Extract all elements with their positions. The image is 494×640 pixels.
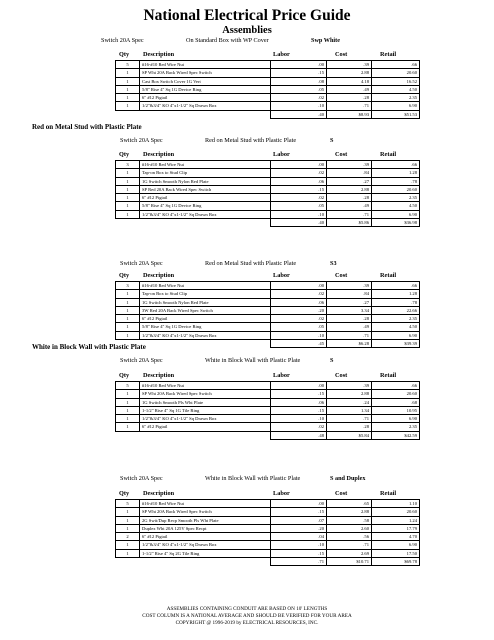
column-header-cost: Cost bbox=[335, 372, 348, 379]
cell-qty: 1 bbox=[116, 398, 140, 406]
cell-cost: .49 bbox=[327, 323, 372, 331]
column-header-retail: Retail bbox=[380, 490, 397, 497]
total-spacer bbox=[116, 431, 140, 439]
cell-qty: 1 bbox=[116, 508, 140, 516]
spec-description: Red on Metal Stud with Plastic Plate bbox=[205, 137, 297, 144]
cell-description: 5/8" Rise 4" Sq 1G Device Ring bbox=[140, 202, 271, 210]
cell-description: 5/8" Rise 4" Sq 1G Device Ring bbox=[140, 323, 271, 331]
cell-description: 2G Swit/Dup Recp Smooth Pls Wht Plate bbox=[140, 516, 271, 524]
total-retail: $51.53 bbox=[372, 110, 420, 118]
assembly-group-heading: Red on Metal Stud with Plastic Plate bbox=[32, 123, 142, 131]
cell-description: #16-#10 Red Wire Nut bbox=[140, 500, 271, 508]
column-header-cost: Cost bbox=[335, 272, 348, 279]
cell-cost: .24 bbox=[327, 398, 372, 406]
cell-labor: .00 bbox=[271, 282, 327, 290]
cell-labor: .00 bbox=[271, 161, 327, 169]
table-row bbox=[116, 298, 420, 306]
column-header-description: Description bbox=[143, 272, 175, 279]
column-header-retail: Retail bbox=[380, 51, 397, 58]
column-header-labor: Labor bbox=[273, 51, 290, 58]
table-row bbox=[116, 406, 420, 414]
cell-cost: 1.34 bbox=[327, 406, 372, 414]
cell-labor: .06 bbox=[271, 298, 327, 306]
table-row bbox=[116, 516, 420, 524]
cell-retail: .78 bbox=[372, 177, 420, 185]
cell-labor: .15 bbox=[271, 508, 327, 516]
table-row bbox=[116, 77, 420, 85]
cell-qty: 1 bbox=[116, 102, 140, 110]
table-row bbox=[116, 323, 420, 331]
total-spacer bbox=[140, 558, 271, 566]
cell-description: 6" #12 Pigtail bbox=[140, 194, 271, 202]
cell-cost: .49 bbox=[327, 202, 372, 210]
assembly-table bbox=[115, 160, 420, 227]
cell-labor: .15 bbox=[271, 185, 327, 193]
column-header-description: Description bbox=[143, 490, 175, 497]
total-cost: $6.28 bbox=[327, 340, 372, 348]
table-row bbox=[116, 102, 420, 110]
cell-labor: .02 bbox=[271, 423, 327, 431]
footer-cost-note: COST COLUMN IS A NATIONAL AVERAGE AND SHOULD BE VERIFIED FOR YOUR AREA bbox=[142, 613, 352, 619]
total-retail: $39.39 bbox=[372, 340, 420, 348]
cell-cost: .71 bbox=[327, 331, 372, 339]
cell-cost: .71 bbox=[327, 210, 372, 218]
cell-description: 6" #12 Pigtail bbox=[140, 94, 271, 102]
column-header-cost: Cost bbox=[335, 490, 348, 497]
cell-retail: 1.24 bbox=[372, 516, 420, 524]
column-header-labor: Labor bbox=[273, 151, 290, 158]
cell-qty: 1 bbox=[116, 415, 140, 423]
cell-retail: 4.50 bbox=[372, 85, 420, 93]
cell-qty: 1 bbox=[116, 549, 140, 557]
column-header-qty: Qty bbox=[119, 372, 130, 379]
cell-labor: .06 bbox=[271, 177, 327, 185]
cell-description: 1G Switch Smooth Nylon Red Plate bbox=[140, 298, 271, 306]
total-row bbox=[116, 431, 420, 439]
column-header-qty: Qty bbox=[119, 272, 130, 279]
cell-labor: .20 bbox=[271, 306, 327, 314]
table-row bbox=[116, 85, 420, 93]
cell-labor: .08 bbox=[271, 77, 327, 85]
cell-labor: .02 bbox=[271, 169, 327, 177]
cell-cost: 4.18 bbox=[327, 77, 372, 85]
column-header-cost: Cost bbox=[335, 51, 348, 58]
footer-conduit-note: ASSEMBLIES CONTAINING CONDUIT ARE BASED ON 10' LENGTHS bbox=[166, 606, 328, 612]
cell-qty: 3 bbox=[116, 161, 140, 169]
table-row bbox=[116, 508, 420, 516]
cell-labor: .10 bbox=[271, 210, 327, 218]
table-row bbox=[116, 290, 420, 298]
cell-qty: 1 bbox=[116, 202, 140, 210]
cell-labor: .05 bbox=[271, 323, 327, 331]
cell-cost: .28 bbox=[327, 94, 372, 102]
cell-description: Tap-on Box to Stud Clip bbox=[140, 290, 271, 298]
cell-labor: .15 bbox=[271, 69, 327, 77]
cell-cost: .71 bbox=[327, 541, 372, 549]
column-header-labor: Labor bbox=[273, 372, 290, 379]
column-header-retail: Retail bbox=[380, 272, 397, 279]
cell-cost: .39 bbox=[327, 382, 372, 390]
cell-cost: .65 bbox=[327, 500, 372, 508]
cell-cost: 3.34 bbox=[327, 306, 372, 314]
column-header-description: Description bbox=[143, 51, 175, 58]
spec-code: S3 bbox=[330, 260, 337, 267]
cell-qty: 1 bbox=[116, 406, 140, 414]
table-row bbox=[116, 331, 420, 339]
total-spacer bbox=[116, 219, 140, 227]
cell-retail: .78 bbox=[372, 298, 420, 306]
cell-description: #16-#10 Red Wire Nut bbox=[140, 382, 271, 390]
assembly-table bbox=[115, 499, 420, 566]
total-labor: .40 bbox=[271, 110, 327, 118]
total-cost: $5.86 bbox=[327, 219, 372, 227]
cell-qty: 1 bbox=[116, 315, 140, 323]
cell-description: 1/2"&3/4" KO 4"x1-1/2" Sq Drawn Box bbox=[140, 210, 271, 218]
cell-retail: 4.50 bbox=[372, 323, 420, 331]
total-labor: .71 bbox=[271, 558, 327, 566]
cell-description: 1G Switch Smooth Pls Wht Plate bbox=[140, 398, 271, 406]
cell-description: SP Wht 20A Back Wired Spec Switch bbox=[140, 390, 271, 398]
cell-cost: 2.88 bbox=[327, 69, 372, 77]
column-header-qty: Qty bbox=[119, 151, 130, 158]
cell-qty: 1 bbox=[116, 194, 140, 202]
spec-description: On Standard Box with WP Cover bbox=[186, 37, 269, 44]
spec-code: S bbox=[330, 137, 334, 144]
cell-retail: 6.90 bbox=[372, 415, 420, 423]
cell-qty: 1 bbox=[116, 306, 140, 314]
total-labor: .48 bbox=[271, 431, 327, 439]
cell-retail: 1.28 bbox=[372, 290, 420, 298]
total-labor: .45 bbox=[271, 340, 327, 348]
cell-description: 3W Red 20A Back Wired Spec Switch bbox=[140, 306, 271, 314]
table-row bbox=[116, 210, 420, 218]
cell-cost: .39 bbox=[327, 282, 372, 290]
cell-labor: .00 bbox=[271, 382, 327, 390]
cell-retail: 4.50 bbox=[372, 202, 420, 210]
cell-qty: 1 bbox=[116, 77, 140, 85]
cell-qty: 1 bbox=[116, 290, 140, 298]
cell-retail: 6.90 bbox=[372, 102, 420, 110]
table-row bbox=[116, 185, 420, 193]
cell-qty: 1 bbox=[116, 323, 140, 331]
cell-description: 1G Switch Smooth Nylon Red Plate bbox=[140, 177, 271, 185]
table-row bbox=[116, 315, 420, 323]
cell-retail: 20.60 bbox=[372, 390, 420, 398]
cell-retail: 2.35 bbox=[372, 194, 420, 202]
total-row bbox=[116, 219, 420, 227]
cell-description: #16-#10 Red Wire Nut bbox=[140, 61, 271, 69]
cell-qty: 1 bbox=[116, 516, 140, 524]
cell-labor: .15 bbox=[271, 406, 327, 414]
cell-description: Cast Box Switch Cover 1G Vert bbox=[140, 77, 271, 85]
cell-description: 6" #12 Pigtail bbox=[140, 315, 271, 323]
table-row bbox=[116, 94, 420, 102]
cell-retail: 2.35 bbox=[372, 315, 420, 323]
cell-cost: .58 bbox=[327, 516, 372, 524]
cell-retail: .66 bbox=[372, 161, 420, 169]
total-spacer bbox=[116, 558, 140, 566]
cell-cost: 2.88 bbox=[327, 508, 372, 516]
cell-labor: .02 bbox=[271, 315, 327, 323]
total-spacer bbox=[140, 431, 271, 439]
footer-copyright: COPYRIGHT @ 1996-2019 by ELECTRICAL RESOURCES, INC. bbox=[175, 620, 319, 626]
cell-cost: .84 bbox=[327, 169, 372, 177]
cell-cost: .49 bbox=[327, 85, 372, 93]
cell-description: Duplex Wht 20A 125V Spec Recpt bbox=[140, 524, 271, 532]
cell-retail: 6.90 bbox=[372, 331, 420, 339]
cell-retail: 17.50 bbox=[372, 549, 420, 557]
cell-retail: .66 bbox=[372, 282, 420, 290]
table-row bbox=[116, 533, 420, 541]
cell-cost: .71 bbox=[327, 102, 372, 110]
cell-description: SP Wht 20A Back Wired Spec Switch bbox=[140, 508, 271, 516]
cell-qty: 1 bbox=[116, 94, 140, 102]
cell-description: 1-1/2" Rise 4" Sq 1G Tile Ring bbox=[140, 406, 271, 414]
cell-cost: .28 bbox=[327, 194, 372, 202]
cell-cost: 2.88 bbox=[327, 390, 372, 398]
cell-retail: .68 bbox=[372, 398, 420, 406]
total-retail: $42.59 bbox=[372, 431, 420, 439]
cell-cost: .71 bbox=[327, 415, 372, 423]
cell-labor: .00 bbox=[271, 500, 327, 508]
cell-qty: 1 bbox=[116, 390, 140, 398]
spec-description: White in Block Wall with Plastic Plate bbox=[205, 475, 301, 482]
cell-labor: .10 bbox=[271, 331, 327, 339]
total-cost: $8.93 bbox=[327, 110, 372, 118]
cell-description: 6" #12 Pigtail bbox=[140, 423, 271, 431]
cell-qty: 1 bbox=[116, 210, 140, 218]
total-row bbox=[116, 110, 420, 118]
cell-qty: 1 bbox=[116, 331, 140, 339]
cell-labor: .02 bbox=[271, 94, 327, 102]
cell-qty: 1 bbox=[116, 298, 140, 306]
spec-code: Swp White bbox=[311, 37, 340, 44]
cell-cost: .39 bbox=[327, 61, 372, 69]
cell-labor: .04 bbox=[271, 533, 327, 541]
cell-labor: .07 bbox=[271, 516, 327, 524]
total-retail: $36.98 bbox=[372, 219, 420, 227]
cell-description: #16-#10 Red Wire Nut bbox=[140, 161, 271, 169]
table-row bbox=[116, 177, 420, 185]
total-spacer bbox=[140, 219, 271, 227]
cell-cost: .56 bbox=[327, 533, 372, 541]
table-row bbox=[116, 390, 420, 398]
cell-qty: 1 bbox=[116, 69, 140, 77]
spec-description: Red on Metal Stud with Plastic Plate bbox=[205, 260, 297, 267]
cell-retail: 20.60 bbox=[372, 508, 420, 516]
cell-retail: 10.95 bbox=[372, 406, 420, 414]
total-spacer bbox=[140, 110, 271, 118]
cell-cost: .84 bbox=[327, 290, 372, 298]
cell-retail: 20.60 bbox=[372, 185, 420, 193]
total-retail: $69.78 bbox=[372, 558, 420, 566]
cell-qty: 3 bbox=[116, 282, 140, 290]
cell-description: 1/2"&3/4" KO 4"x1-1/2" Sq Drawn Box bbox=[140, 415, 271, 423]
cell-qty: 2 bbox=[116, 533, 140, 541]
spec-name: Switch 20A Spec bbox=[120, 357, 163, 364]
cell-cost: 2.60 bbox=[327, 524, 372, 532]
cell-retail: 20.60 bbox=[372, 69, 420, 77]
spec-code: S bbox=[330, 357, 334, 364]
cell-cost: .28 bbox=[327, 423, 372, 431]
cell-cost: 2.69 bbox=[327, 549, 372, 557]
cell-description: 1-1/2" Rise 4" Sq 2G Tile Ring bbox=[140, 549, 271, 557]
column-header-description: Description bbox=[143, 372, 175, 379]
cell-labor: .06 bbox=[271, 398, 327, 406]
cell-labor: .02 bbox=[271, 290, 327, 298]
total-row bbox=[116, 340, 420, 348]
table-row bbox=[116, 169, 420, 177]
total-cost: $5.84 bbox=[327, 431, 372, 439]
cell-description: 1/2"&3/4" KO 4"x1-1/2" Sq Drawn Box bbox=[140, 541, 271, 549]
column-header-cost: Cost bbox=[335, 151, 348, 158]
cell-labor: .20 bbox=[271, 524, 327, 532]
spec-name: Switch 20A Spec bbox=[120, 137, 163, 144]
cell-qty: 1 bbox=[116, 541, 140, 549]
table-row bbox=[116, 194, 420, 202]
cell-labor: .15 bbox=[271, 390, 327, 398]
column-header-retail: Retail bbox=[380, 372, 397, 379]
table-row bbox=[116, 541, 420, 549]
table-row bbox=[116, 415, 420, 423]
cell-retail: 2.35 bbox=[372, 423, 420, 431]
cell-description: 1/2"&3/4" KO 4"x1-1/2" Sq Drawn Box bbox=[140, 331, 271, 339]
cell-qty: 1 bbox=[116, 423, 140, 431]
column-header-labor: Labor bbox=[273, 272, 290, 279]
cell-description: 1/2"&3/4" KO 4"x1-1/2" Sq Drawn Box bbox=[140, 102, 271, 110]
cell-retail: 17.79 bbox=[372, 524, 420, 532]
cell-description: Tap-on Box to Stud Clip bbox=[140, 169, 271, 177]
column-header-description: Description bbox=[143, 151, 175, 158]
table-row bbox=[116, 69, 420, 77]
column-header-qty: Qty bbox=[119, 51, 130, 58]
table-row bbox=[116, 382, 420, 390]
cell-labor: .00 bbox=[271, 61, 327, 69]
table-row bbox=[116, 500, 420, 508]
column-header-qty: Qty bbox=[119, 490, 130, 497]
cell-labor: .05 bbox=[271, 85, 327, 93]
cell-cost: .39 bbox=[327, 161, 372, 169]
table-row bbox=[116, 398, 420, 406]
cell-retail: 4.70 bbox=[372, 533, 420, 541]
cell-qty: 5 bbox=[116, 500, 140, 508]
cell-retail: 6.90 bbox=[372, 541, 420, 549]
total-cost: $10.71 bbox=[327, 558, 372, 566]
page-subtitle: Assemblies bbox=[222, 25, 272, 36]
cell-labor: .10 bbox=[271, 415, 327, 423]
assembly-table bbox=[115, 281, 420, 348]
cell-description: 6" #12 Pigtail bbox=[140, 533, 271, 541]
total-row bbox=[116, 558, 420, 566]
cell-retail: 6.90 bbox=[372, 210, 420, 218]
cell-qty: 5 bbox=[116, 382, 140, 390]
assembly-table bbox=[115, 381, 420, 440]
cell-labor: .15 bbox=[271, 549, 327, 557]
total-spacer bbox=[116, 110, 140, 118]
spec-name: Switch 20A Spec bbox=[120, 260, 163, 267]
cell-labor: .10 bbox=[271, 102, 327, 110]
table-row bbox=[116, 524, 420, 532]
cell-description: SP Wht 20A Back Wired Spec Switch bbox=[140, 69, 271, 77]
cell-qty: 5 bbox=[116, 61, 140, 69]
cell-retail: .66 bbox=[372, 61, 420, 69]
spec-name: Switch 20A Spec bbox=[101, 37, 144, 44]
column-header-retail: Retail bbox=[380, 151, 397, 158]
cell-description: 5/8" Rise 4" Sq 1G Device Ring bbox=[140, 85, 271, 93]
cell-description: SP Red 20A Back Wired Spec Switch bbox=[140, 185, 271, 193]
spec-name: Switch 20A Spec bbox=[120, 475, 163, 482]
cell-description: #16-#10 Red Wire Nut bbox=[140, 282, 271, 290]
cell-qty: 1 bbox=[116, 185, 140, 193]
cell-qty: 1 bbox=[116, 85, 140, 93]
table-row bbox=[116, 161, 420, 169]
cell-cost: .27 bbox=[327, 298, 372, 306]
table-row bbox=[116, 549, 420, 557]
table-row bbox=[116, 202, 420, 210]
column-header-labor: Labor bbox=[273, 490, 290, 497]
cell-retail: 1.28 bbox=[372, 169, 420, 177]
total-labor: .40 bbox=[271, 219, 327, 227]
cell-cost: .28 bbox=[327, 315, 372, 323]
cell-cost: .27 bbox=[327, 177, 372, 185]
cell-retail: 2.35 bbox=[372, 94, 420, 102]
total-spacer bbox=[140, 340, 271, 348]
cell-labor: .05 bbox=[271, 202, 327, 210]
cell-retail: 1.10 bbox=[372, 500, 420, 508]
cell-qty: 1 bbox=[116, 177, 140, 185]
table-row bbox=[116, 423, 420, 431]
cell-qty: 1 bbox=[116, 169, 140, 177]
cell-retail: 16.52 bbox=[372, 77, 420, 85]
cell-retail: .66 bbox=[372, 382, 420, 390]
spec-description: White in Block Wall with Plastic Plate bbox=[205, 357, 301, 364]
page-title: National Electrical Price Guide bbox=[143, 7, 351, 24]
cell-qty: 1 bbox=[116, 524, 140, 532]
spec-code: S and Duplex bbox=[330, 475, 366, 482]
cell-labor: .02 bbox=[271, 194, 327, 202]
table-row bbox=[116, 282, 420, 290]
cell-cost: 2.88 bbox=[327, 185, 372, 193]
cell-retail: 22.66 bbox=[372, 306, 420, 314]
assembly-table bbox=[115, 60, 420, 119]
table-row bbox=[116, 61, 420, 69]
cell-labor: .10 bbox=[271, 541, 327, 549]
assembly-group-heading: White in Block Wall with Plastic Plate bbox=[32, 343, 146, 351]
table-row bbox=[116, 306, 420, 314]
